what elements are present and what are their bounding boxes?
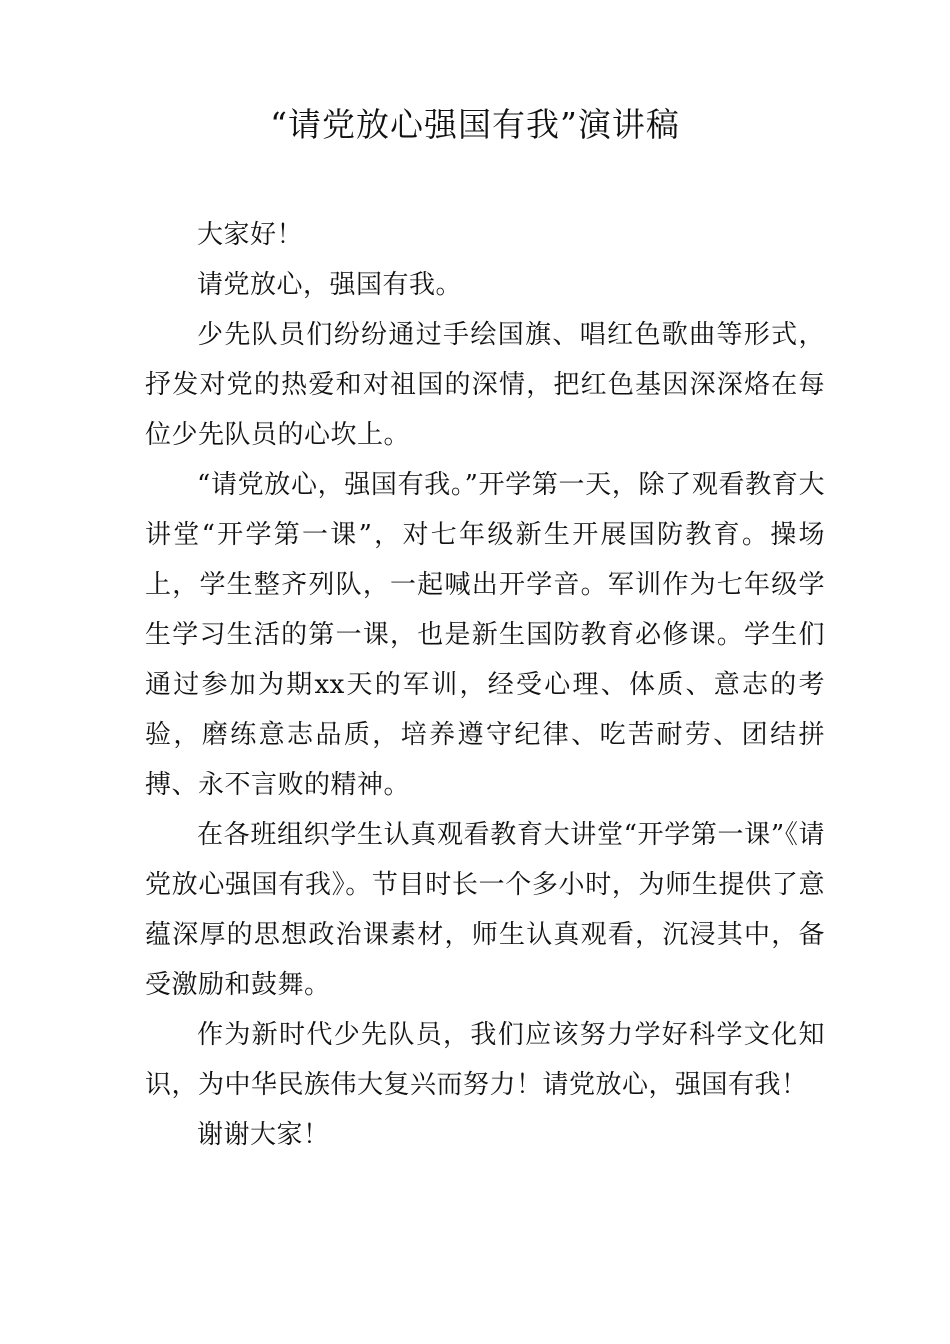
paragraph-conclusion: 作为新时代少先队员，我们应该努力学好科学文化知识，为中华民族伟大复兴而努力！请党放心，强国有我！ — [145, 1020, 825, 1100]
document-title: “请党放心强国有我”演讲稿 — [270, 105, 680, 144]
paragraph-slogan: 请党放心，强国有我。 — [197, 270, 463, 300]
paragraph-greeting: 大家好！ — [197, 220, 304, 250]
paragraph-first-day: “请党放心，强国有我。”开学第一天，除了观看教育大讲堂“开学第一课”，对七年级新生开展国防教育。操场上，学生整齐列队，一起喊出开学音。军训作为七年级学生学习生活的第一课，也是新生国防教育必修课。学生们通过参加为期xx天的军训，经受心理、体质、意志的考验，磨练意志品质，培养遵守纪律、吃苦耐劳、团结拼搏、永不言败的精神。 — [145, 470, 825, 800]
paragraph-first-lesson: 在各班组织学生认真观看教育大讲堂“开学第一课”《请党放心强国有我》。节目时长一个多小时，为师生提供了意蕴深厚的思想政治课素材，师生认真观看，沉浸其中，备受激励和鼓舞。 — [145, 820, 825, 1000]
paragraph-thanks: 谢谢大家！ — [197, 1120, 330, 1150]
paragraph-pioneers: 少先队员们纷纷通过手绘国旗、唱红色歌曲等形式，抒发对党的热爱和对祖国的深情，把红色基因深深烙在每位少先队员的心坎上。 — [145, 320, 825, 450]
document-body — [145, 210, 825, 1160]
